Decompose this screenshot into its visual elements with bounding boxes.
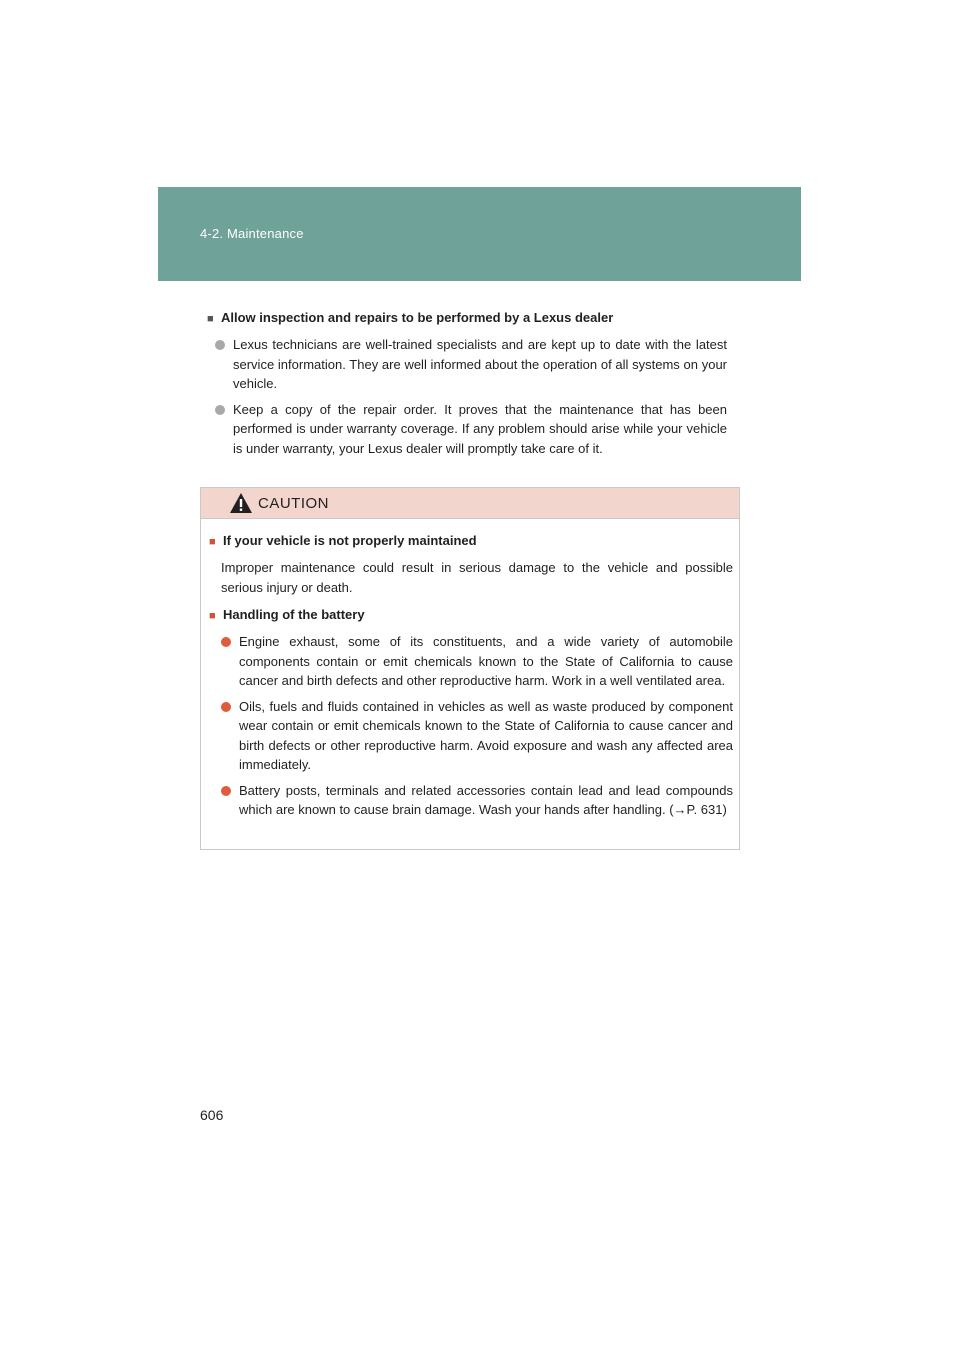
- bullet-text: Engine exhaust, some of its constituents, and a wide variety of automobile components contain or emit chemicals known to the State of California to cause cancer and birth defects and other reproductive harm. Work in a well ventilated area.: [239, 634, 733, 688]
- caution-body: [201, 519, 739, 820]
- list-item: [215, 335, 727, 394]
- list-item: [221, 781, 733, 820]
- caution-heading: [209, 531, 733, 552]
- bullet-text: Lexus technicians are well-trained specialists and are kept up to date with the latest service information. They are well informed about the operation of all systems on your vehicle.: [233, 337, 727, 391]
- circle-bullet-icon: [221, 702, 231, 712]
- heading-text: If your vehicle is not properly maintained: [223, 533, 477, 548]
- caution-paragraph: Improper maintenance could result in serious damage to the vehicle and possible serious injury or death.: [221, 560, 733, 595]
- page-number: 606: [200, 1107, 224, 1123]
- bullet-text: Oils, fuels and fluids contained in vehicles as well as waste produced by component wear contain or emit chemicals known to the State of California to cause cancer and birth defects or other reproductive harm. Avoid exposure and wash any affected area immediately.: [239, 698, 733, 772]
- circle-bullet-icon: [215, 405, 225, 415]
- section-title: 4-2. Maintenance: [200, 226, 304, 241]
- heading-text: Handling of the battery: [223, 607, 365, 622]
- warning-triangle-icon: [229, 492, 253, 514]
- list-item: [221, 632, 733, 691]
- list-item: [215, 400, 727, 459]
- section-heading: [207, 308, 727, 329]
- list-item: [221, 697, 733, 775]
- circle-bullet-icon: [215, 340, 225, 350]
- square-bullet-icon: ■: [209, 536, 216, 548]
- square-bullet-icon: ■: [207, 313, 214, 325]
- caution-label: CAUTION: [258, 495, 329, 512]
- caution-heading: [209, 605, 733, 626]
- circle-bullet-icon: [221, 637, 231, 647]
- caution-box: [200, 487, 740, 850]
- heading-text: Allow inspection and repairs to be performed by a Lexus dealer: [221, 310, 614, 325]
- maintenance-section: [207, 308, 727, 464]
- square-bullet-icon: ■: [209, 610, 216, 622]
- bullet-text: Battery posts, terminals and related accessories contain lead and lead compounds which are known to cause brain damage. Wash your hands after handling. (→P. 631): [239, 782, 733, 817]
- caution-header: [201, 488, 739, 519]
- circle-bullet-icon: [221, 786, 231, 796]
- bullet-text: Keep a copy of the repair order. It proves that the maintenance that has been performed is under warranty coverage. If any problem should arise while your vehicle is under warranty, your Lexus dealer will promptly take care of it.: [233, 401, 727, 456]
